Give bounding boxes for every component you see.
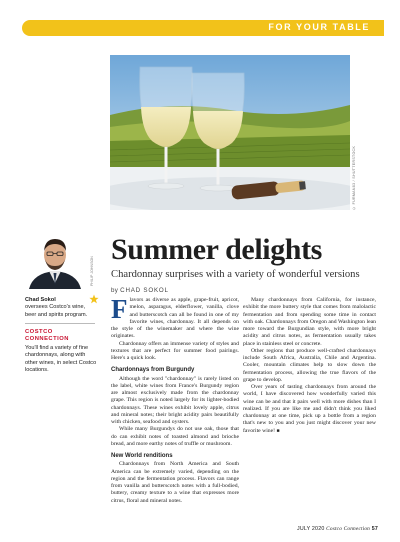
- article-paragraph: Flavors as diverse as apple, grape-fruit, apricot, melon, asparagus, elderflower, vanilla, clove and butterscotch can all be found in one of my favorite wines, chardonnay. It all depends on the style of the winemaker and where the wine originates.: [111, 294, 239, 340]
- section-banner-label: FOR YOUR TABLE: [268, 22, 370, 32]
- author-bio: [25, 297, 97, 319]
- article-headline: Summer delights: [111, 233, 322, 266]
- footer-publication: Costco Connection: [326, 526, 371, 532]
- article-paragraph: Chardonnays from North America and South America can be extremely varied, depending on the region and the fermentation process. Flavors can range from vanilla and butterscotch notes with a full-bodied, buttery, creamy texture to a wine that expresses more citrus, floral and mineral notes.: [111, 461, 239, 504]
- page-footer: [240, 526, 378, 532]
- author-portrait: [25, 233, 85, 289]
- wine-glasses-illustration: [110, 55, 350, 210]
- bio-divider: [25, 323, 95, 324]
- article-column-1: [111, 294, 239, 505]
- footer-date: JULY 2020: [296, 526, 325, 532]
- byline-name: CHAD SOKOL: [120, 287, 169, 294]
- portrait-credit: PHILIP JOHNSON: [90, 256, 94, 286]
- section-heading: Chardonnays from Burgundy: [111, 367, 195, 374]
- author-bio-text: oversees Costco's wine, beer and spirits program.: [25, 304, 88, 318]
- page-number: 57: [371, 526, 378, 532]
- article-paragraph: Over years of tasting chardonnays from around the world, I have discovered how wonderfully varied this wine can be and that it pairs well with more dishes than I realized. If you are like me and didn't think you liked chardonnay at one time, pick up a bottle from a region that's new to you and you just might discover your new favorite wine! ■: [243, 384, 376, 434]
- photo-credit: © FURMAN83 / SHUTTERSTOCK: [352, 145, 356, 210]
- section-heading: New World renditions: [111, 453, 173, 460]
- article-paragraph: Many chardonnays from California, for instance, exhibit the more buttery style that comes from malolactic fermentation and from spending some time in contact with oak. Chardonnays from Oregon and Washington lean more toward the Burgundian style, with more bright acidity and citrus notes, as fermentation usually takes place in stainless steel or concrete.: [243, 297, 376, 347]
- wine-glasses-photo: [110, 55, 350, 210]
- sidebar-text: You'll find a variety of fine chardonnays, along with other wines, in select Costco locations.: [25, 345, 97, 374]
- article-byline: [111, 287, 169, 294]
- drop-cap: F: [111, 294, 128, 324]
- end-mark: ■: [276, 427, 280, 434]
- article-paragraph: Although the word "chardonnay" is rarely listed on the label, white wines from France's Burgundy region are almost exclusively made from the chardonnay grape. This region is noted largely for its lighter-bodied chardonnays. These wines exhibit lovely apple, citrus and mineral notes; their bright acidity pairs beautifully with chicken, seafood and oysters.: [111, 375, 239, 426]
- article-column-2: [243, 297, 376, 435]
- article-paragraph: Other regions that produce well-crafted chardonnays include South Africa, Australia, Chile and Argentina. Cooler, mountain climates help to slow down the fermentation process, allowing the true flavors of the grape to develop.: [243, 347, 376, 383]
- article-paragraph: Chardonnay offers an immense variety of styles and textures that are perfect for summer food pairings. Here's a quick look.: [111, 340, 239, 361]
- article-deck: Chardonnay surprises with a variety of wonderful versions: [111, 269, 360, 280]
- sidebar-title: COSTCO CONNECTION: [25, 329, 69, 342]
- author-name: Chad Sokol: [25, 297, 56, 303]
- section-banner: [22, 20, 384, 36]
- article-paragraph: While many Burgundys do not use oak, those that do can exhibit notes of toasted almond and brioche bread, and more earthy notes of truffle or mushroom.: [111, 426, 239, 447]
- author-portrait-illustration: [25, 233, 85, 289]
- star-icon: [89, 294, 99, 304]
- byline-prefix: by: [111, 287, 119, 294]
